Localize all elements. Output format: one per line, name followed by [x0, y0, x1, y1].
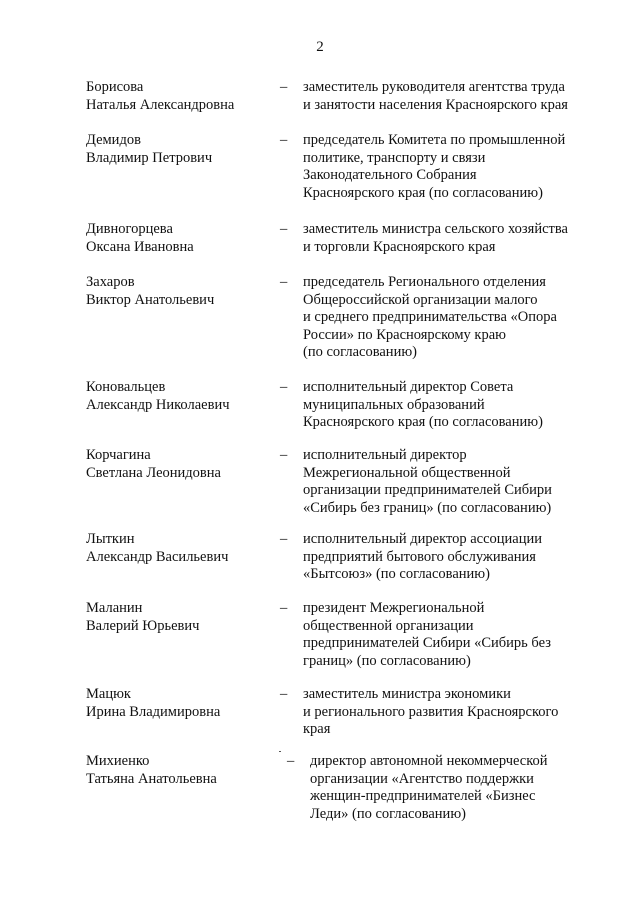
- position-line: политике, транспорту и связи: [303, 149, 486, 166]
- position-line: Красноярского края (по согласованию): [303, 414, 543, 430]
- member-given-names: Татьяна Анатольевна: [86, 770, 217, 787]
- member-position: [303, 221, 603, 256]
- position-line: и занятости населения Красноярского края: [303, 96, 568, 113]
- member-position: [303, 132, 603, 202]
- position-line: «Бытсоюз» (по согласованию): [303, 566, 490, 582]
- member-name: [86, 132, 286, 167]
- member-surname: Мацюк: [86, 686, 131, 702]
- position-line: и среднего предпринимательства «Опора: [303, 309, 557, 325]
- dash-separator: –: [287, 753, 295, 769]
- member-name: [86, 600, 286, 635]
- dash-separator: –: [280, 531, 288, 547]
- position-line: Межрегиональной общественной: [303, 464, 511, 481]
- member-position: [303, 379, 603, 432]
- member-name: [86, 686, 286, 721]
- member-surname: Коновальцев: [86, 379, 166, 395]
- position-line: организации предпринимателей Сибири: [303, 482, 552, 498]
- member-position: [303, 79, 603, 114]
- dash-separator: –: [280, 379, 288, 395]
- member-given-names: Валерий Юрьевич: [86, 617, 200, 634]
- dash-separator: –: [280, 686, 288, 702]
- position-line: заместитель министра экономики: [303, 686, 511, 702]
- member-position: [303, 531, 603, 584]
- position-line: общественной организации: [303, 617, 474, 634]
- position-line: муниципальных образований: [303, 396, 485, 413]
- member-position: [303, 686, 603, 739]
- position-line: предприятий бытового обслуживания: [303, 548, 536, 565]
- position-line: «Сибирь без границ» (по согласованию): [303, 499, 552, 516]
- member-surname: Лыткин: [86, 531, 135, 547]
- position-line: исполнительный директор Совета: [303, 379, 514, 395]
- member-surname: Михиенко: [86, 753, 150, 769]
- position-line: России» по Красноярскому краю: [303, 326, 506, 343]
- position-line: исполнительный директор: [303, 447, 467, 463]
- member-name: [86, 531, 286, 566]
- position-line: директор автономной некоммерческой: [310, 753, 548, 769]
- member-surname: Борисова: [86, 79, 144, 95]
- scan-mark: [279, 751, 281, 752]
- dash-separator: –: [280, 274, 288, 290]
- dash-separator: –: [280, 221, 288, 237]
- member-name: [86, 221, 286, 256]
- member-given-names: Наталья Александровна: [86, 96, 235, 113]
- position-line: Общероссийской организации малого: [303, 291, 538, 308]
- position-line: и регионального развития Красноярского: [303, 703, 559, 720]
- member-surname: Захаров: [86, 274, 135, 290]
- position-line: председатель Регионального отделения: [303, 274, 546, 290]
- member-surname: Маланин: [86, 600, 143, 616]
- position-line: предпринимателей Сибири «Сибирь без: [303, 635, 551, 651]
- member-position: [310, 753, 610, 823]
- position-line: заместитель руководителя агентства труда: [303, 79, 565, 95]
- member-given-names: Александр Васильевич: [86, 548, 229, 565]
- member-given-names: Владимир Петрович: [86, 149, 213, 166]
- member-position: [303, 600, 603, 670]
- page-number: 2: [316, 39, 324, 55]
- position-line: председатель Комитета по промышленной: [303, 132, 566, 148]
- member-position: [303, 274, 603, 362]
- dash-separator: –: [280, 447, 288, 463]
- position-line: Леди» (по согласованию): [310, 805, 466, 822]
- position-line: президент Межрегиональной: [303, 600, 485, 616]
- member-given-names: Светлана Леонидовна: [86, 464, 221, 481]
- member-name: [86, 753, 286, 788]
- member-surname: Дивногорцева: [86, 221, 173, 237]
- member-given-names: Ирина Владимировна: [86, 703, 221, 720]
- member-surname: Корчагина: [86, 447, 151, 463]
- position-line: исполнительный директор ассоциации: [303, 531, 543, 547]
- dash-separator: –: [280, 79, 288, 95]
- member-position: [303, 447, 603, 517]
- member-given-names: Оксана Ивановна: [86, 238, 194, 255]
- position-line: организации «Агентство поддержки: [310, 770, 534, 787]
- position-line: и торговли Красноярского края: [303, 238, 496, 255]
- position-line: заместитель министра сельского хозяйства: [303, 221, 568, 237]
- member-given-names: Виктор Анатольевич: [86, 291, 215, 308]
- dash-separator: –: [280, 132, 288, 148]
- member-name: [86, 379, 286, 414]
- member-name: [86, 79, 286, 114]
- position-line: Красноярского края (по согласованию): [303, 184, 543, 201]
- position-line: границ» (по согласованию): [303, 652, 471, 669]
- position-line: (по согласованию): [303, 344, 417, 360]
- position-line: женщин-предпринимателей «Бизнес: [310, 788, 536, 804]
- member-name: [86, 447, 286, 482]
- position-line: края: [303, 721, 331, 737]
- member-name: [86, 274, 286, 309]
- position-line: Законодательного Собрания: [303, 167, 477, 183]
- member-given-names: Александр Николаевич: [86, 396, 230, 413]
- member-surname: Демидов: [86, 132, 141, 148]
- dash-separator: –: [280, 600, 288, 616]
